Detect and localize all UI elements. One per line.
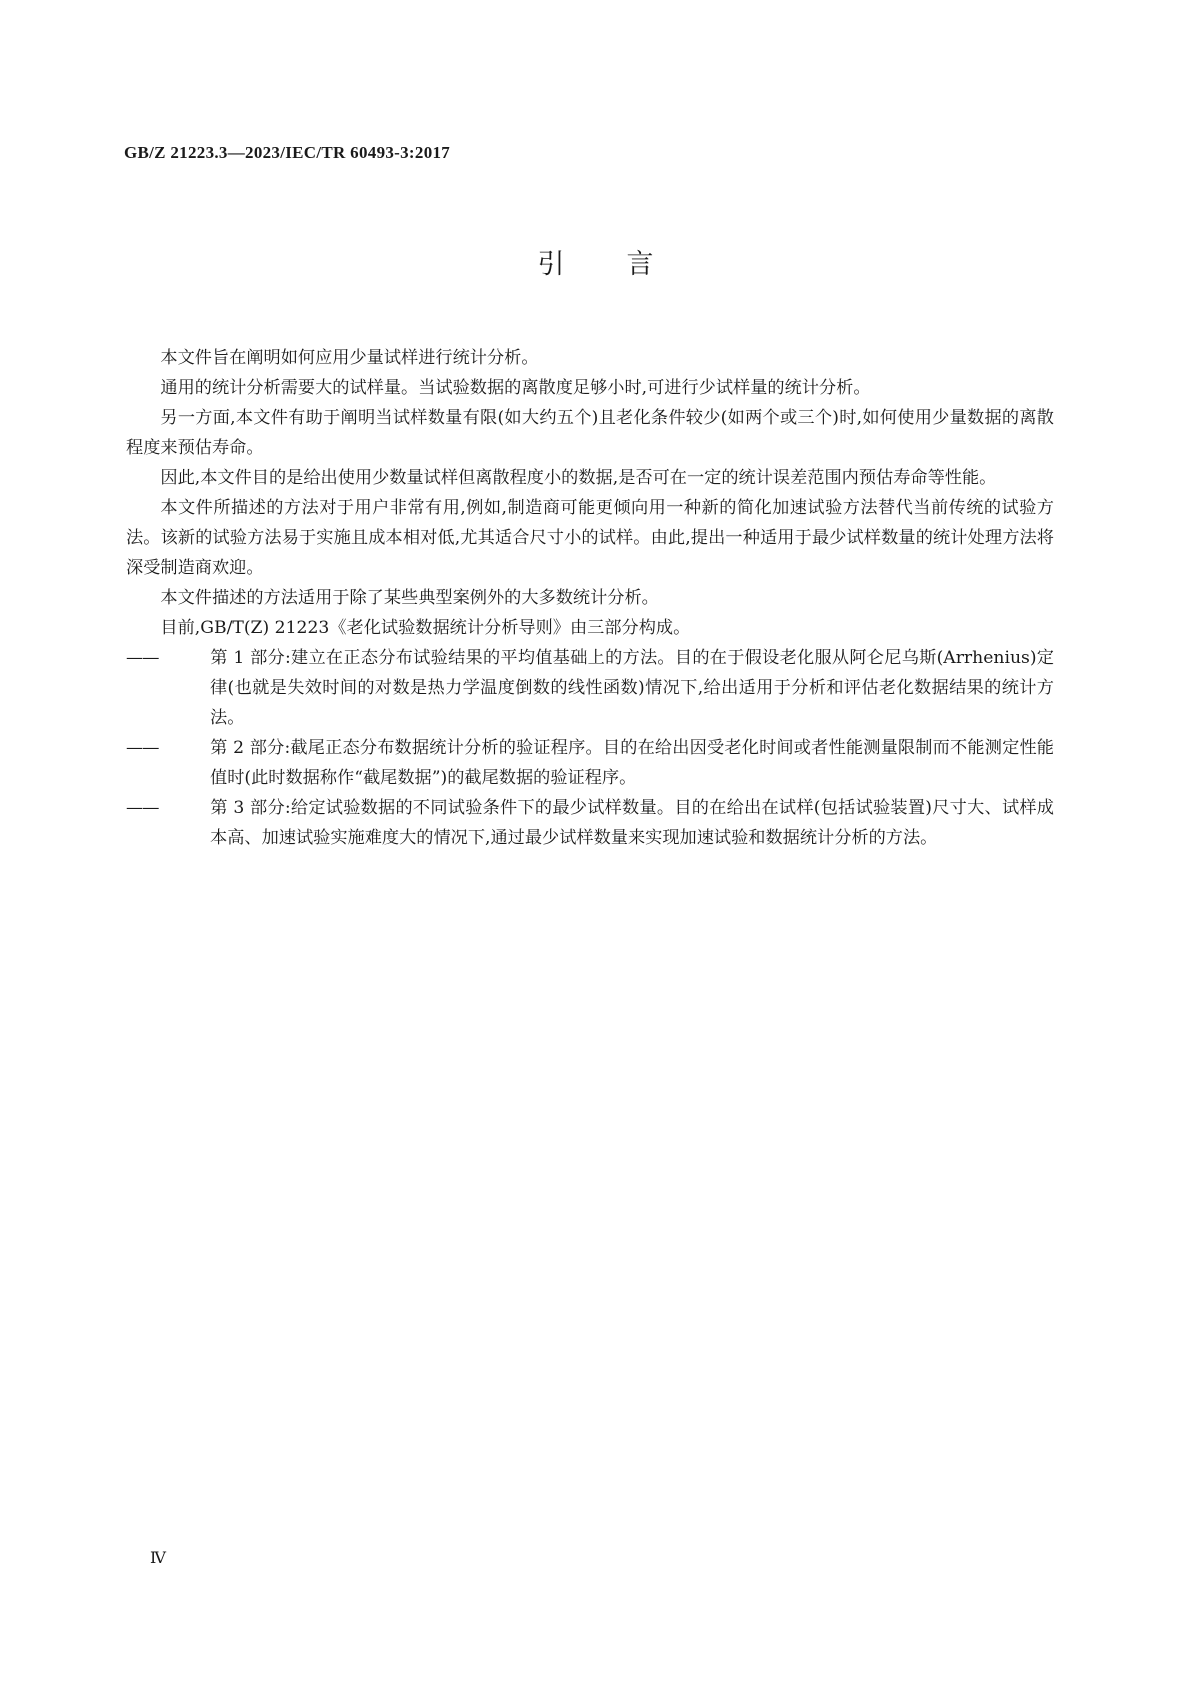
paragraph-3: 另一方面,本文件有助于阐明当试样数量有限(如大约五个)且老化条件较少(如两个或三个)时,如何使用少量数据的离散程度来预估寿命。 [126,408,1054,458]
body-text [126,343,1054,853]
list-item-text: 第 1 部分:建立在正态分布试验结果的平均值基础上的方法。目的在于假设老化服从阿仑尼乌斯(Arrhenius)定律(也就是失效时间的对数是热力学温度倒数的线性函数)情况下,给出适用于分析和评估老化数据结果的统计方法。 [210,648,1054,728]
list-item-text: 第 3 部分:给定试验数据的不同试验条件下的最少试样数量。目的在给出在试样(包括试验装置)尺寸大、试样成本高、加速试验实施难度大的情况下,通过最少试样数量来实现加速试验和数据统计分析的方法。 [210,798,1054,848]
standard-number-header: GB/Z 21223.3—2023/IEC/TR 60493-3:2017 [124,143,451,162]
paragraph-7: 目前,GB/T(Z) 21223《老化试验数据统计分析导则》由三部分构成。 [160,618,691,638]
paragraph-5: 本文件所描述的方法对于用户非常有用,例如,制造商可能更倾向用一种新的简化加速试验方法替代当前传统的试验方法。该新的试验方法易于实施且成本相对低,尤其适合尺寸小的试样。由此,提出一种适用于最少试样数量的统计处理方法将深受制造商欢迎。 [126,498,1054,578]
list-dash: —— [126,648,159,668]
page-number: Ⅳ [150,1550,166,1567]
paragraph-4: 因此,本文件目的是给出使用少数量试样但离散程度小的数据,是否可在一定的统计误差范围内预估寿命等性能。 [160,468,997,488]
list-dash: —— [126,798,159,818]
list-item-part-3 [126,793,1054,853]
paragraph-6: 本文件描述的方法适用于除了某些典型案例外的大多数统计分析。 [160,588,659,608]
list-item-text: 第 2 部分:截尾正态分布数据统计分析的验证程序。目的在给出因受老化时间或者性能测量限制而不能测定性能值时(此时数据称作“截尾数据”)的截尾数据的验证程序。 [210,738,1054,788]
section-title: 引言 [537,249,716,280]
paragraph-1: 本文件旨在阐明如何应用少量试样进行统计分析。 [160,348,539,368]
paragraph-2: 通用的统计分析需要大的试样量。当试验数据的离散度足够小时,可进行少试样量的统计分析。 [160,378,871,398]
list-dash: —— [126,738,159,758]
list-item-part-2 [126,733,1054,793]
list-item-part-1 [126,643,1054,733]
